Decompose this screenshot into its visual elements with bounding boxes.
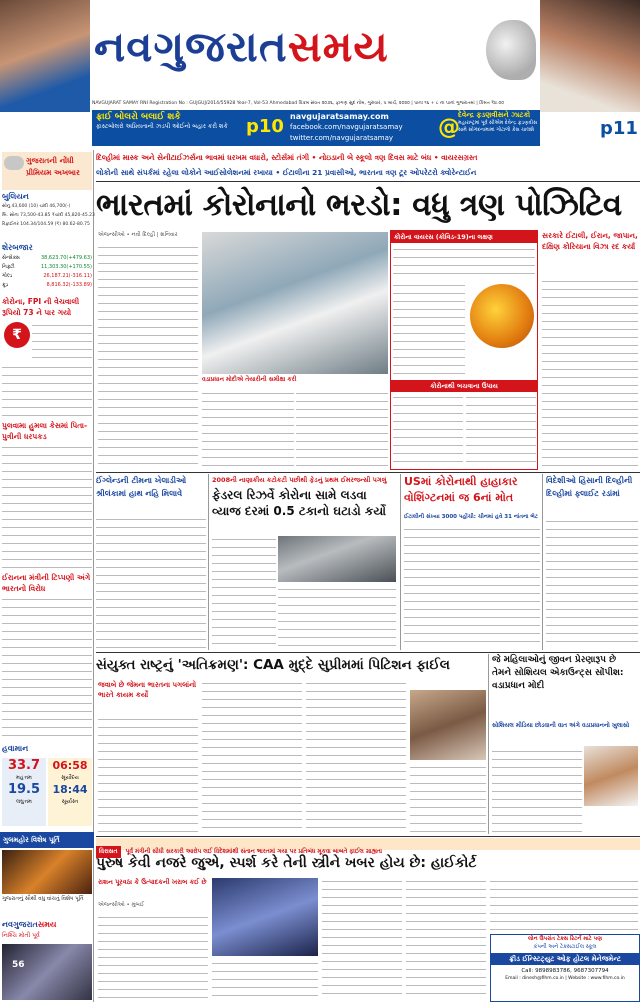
virus-icon: [470, 284, 534, 348]
market-row: નિફ્ટી 11,303.30(+170.55): [2, 264, 92, 270]
corona-symptoms-text-2: [393, 282, 465, 378]
bullion-section: [2, 192, 95, 242]
hc-text-col3: [322, 878, 402, 1000]
lead-byline: એજન્સીઓ • નવી દિલ્હી | શનિવાર: [98, 232, 178, 238]
corona-prevention-text: [393, 394, 463, 468]
market-row: ક્રૂડ 8,816.32(-133.89): [2, 282, 92, 288]
sidebar-gujarat-box: [2, 152, 92, 190]
masthead-photo-left: [0, 0, 90, 112]
bullion-title: બુલિયન: [2, 192, 29, 201]
un-photo: [410, 690, 486, 760]
bullion-row: રિફાઈનર 104.34/104.59 (₹) 80.62-80.75: [2, 222, 90, 227]
main-headline[interactable]: ભારતમાં કોરોનાનો ભરડો: વધુ ત્રણ પોઝિટિવ: [96, 187, 622, 223]
delhi-text: [546, 518, 638, 648]
lead-photo: [202, 232, 388, 374]
hc-text-col2: [212, 960, 318, 1000]
page-number: 56: [12, 960, 25, 970]
supplement-title[interactable]: ગુલમહોર વિશેષ પૂર્તિ: [0, 832, 94, 848]
banner-right[interactable]: [458, 111, 540, 145]
iran-story-text: [2, 596, 92, 740]
corona-rupee-title[interactable]: કોરોના, FPI ની વેચવાલી રૂપિયો 73 ને પાર ગયો: [2, 297, 80, 317]
weather-min-label: લઘુત્તમ: [16, 799, 32, 805]
masthead-title-part1: નવગુજરાત: [94, 22, 288, 71]
un-text-col4: [410, 764, 486, 832]
us-kicker: ઈટાલીની સંખ્યા 3000 પહોંચી: ચીનમાં હવે 31 નાંતના ભેટ: [404, 514, 538, 520]
fed-text-col1: [212, 536, 276, 648]
heritage-label: વિરાસત: [96, 846, 121, 858]
hc-bullet: રાશન પૂરવઠા કે ઉત્પાદકની ખરાબ કઈ છે: [98, 878, 207, 886]
banner-left-text: ફાસ્ટબોલરો અપ્રિયતાની ઝડપી ઓઈનો બહાર કરી શકે: [96, 123, 228, 130]
lion-logo-icon: [486, 20, 536, 80]
banner-left-page[interactable]: p10: [246, 116, 284, 137]
ad-title: ફ્રીડ ઈન્સ્ટિટ્યુટ ઓફ હોટલ મેનેજમેન્ટ: [491, 953, 639, 965]
corona-box-title[interactable]: કોરોના વાયરસ (કોવિડ-19)ના લક્ષણ: [391, 231, 537, 243]
banner-left-title: ફ્રાઈ બોલરો બલાઈ શકે: [96, 112, 181, 122]
iran-title[interactable]: ઈરાનના મંત્રીની ટિપ્પણી અંગે ભારતનો વિરોધ: [2, 573, 91, 593]
hc-illustration: [212, 878, 318, 956]
un-text-col2: [202, 680, 302, 832]
weather-title: હવામાન: [2, 744, 29, 753]
weather-max-label: મહત્તમ: [16, 775, 32, 781]
masthead-title: [94, 22, 444, 82]
gujarat-title: ગુજરાતની નોંધી: [26, 156, 74, 165]
sunset-label: સૂર્યાસ્ત: [61, 799, 79, 805]
hc-byline: એજન્સીઓ • મુંબઈ: [98, 902, 145, 908]
un-text-col3: [306, 680, 406, 832]
rupee-story-text-2: [2, 364, 92, 416]
ad-box[interactable]: [490, 934, 640, 1002]
pulwama-title[interactable]: પુલવામા હુમલા કેસમાં પિતા-પુત્રીની ધરપકડ: [2, 421, 88, 441]
top-strip-line1: દિલ્હીમાં માસ્ક અને સેનીટાઈઝર્સના ભાવમાં ધરખમ વધારો, સ્ટોર્સમાં તંગી • નોઇડાની બે સ્કૂલો ત્રણ દિવસ માટે બંધ • વાયરસગ્રસ્ત: [96, 153, 478, 162]
sunset-time: 18:44: [52, 783, 88, 796]
sunrise-label: સૂર્યોદય: [61, 775, 79, 781]
hc-title[interactable]: પુરુષ કેવી નજરે જુએ, સ્પર્શ કરે તેની સ્ત્રીને ખબર હોય છે: હાઈકોર્ટ: [96, 855, 477, 871]
hc-text-col1: [98, 914, 208, 1000]
fed-text-col2: [278, 586, 396, 648]
top-strip-line2: લોકોની સાથે સંપર્કમાં રહેલા લોકોને આઈસોલેશનમાં રખાયા • ઈટાલીના 21 પ્રવાસીઓ, ભારતના ત્રણ ટૂર ઓપરેટરો ક્વોરેન્ટાઈન: [96, 168, 477, 177]
rupee-icon: ₹: [4, 322, 30, 348]
supplement-text: ગુજરાતનું સૌથી વધુ વાંચતું વિશેષ પૂર્તિ: [2, 896, 84, 902]
lead-photo-caption: વડાપ્રધાન મોદીએ તૈયારીની સમીક્ષા કરી: [202, 376, 297, 383]
lead-text-col2: [202, 390, 294, 470]
market-title: શેરબજાર: [2, 243, 33, 252]
weather-section: [2, 744, 92, 828]
bullion-row: બિ. સોના 73,500-43.85 ₹ચાંદી 45,820-45.23: [2, 213, 95, 218]
ad-line2: કંપની અને ટેક્સટાઈલ સ્કૂલ: [533, 944, 597, 950]
hc-text-col5: [490, 878, 638, 932]
facebook-link[interactable]: facebook.com/navgujaratsamay: [290, 123, 403, 131]
supplement-image: [2, 850, 92, 894]
cricket-text: [96, 516, 206, 648]
gujarat-sub: પ્રીમિયમ અખબાર: [26, 168, 80, 177]
ad-site: Email : dinesh@fihm.co.in | Website : www.fihm.co.in: [505, 976, 625, 981]
un-title[interactable]: સંયુક્ત રાષ્ટ્રનું 'અતિક્રમણ': CAA મુદ્દે સુપ્રીમમાં પિટિશન ફાઈલ: [96, 657, 450, 673]
cloud-icon: [4, 156, 24, 170]
small-logo: નવગુજરાતસમય: [2, 920, 57, 929]
heritage-strip: [96, 838, 640, 855]
masthead-info-line: NAVGUJARAT SAMAY RNI Registration No : GUJGUJ/2014/55928 Year-7, Vol-53 Ahmedabad વિક્રમ સંવત ૨૦૭૬, ફાગણ સુદ નોમ, ગુરુવાર, ૫ માર્ચ, ૨૦૨૦ | પાના ૧૬ + ૮ ના પાનાં ગુજરાતમાં | કિંમત ₹૪.૦૦: [92, 101, 504, 106]
visa-text: [542, 278, 638, 470]
cricket-title[interactable]: ઈંગ્લેન્ડની ટીમના ખેલાડીઓ શ્રીલંકામાં હાથ નહિ મિલાવે: [96, 476, 187, 498]
pm-sub: સોશિયલ મીડિયા છોડવાની વાત અંગે વડાપ્રધાનનો ખુલાસો: [492, 722, 630, 729]
pm-photo: [584, 746, 638, 806]
pm-text: [492, 748, 582, 832]
delhi-title[interactable]: વિદેશીઓ હિંસાની દિલ્હીની દિલ્હીમાં ફ્લાઈટ રડાંમાં: [546, 476, 633, 498]
visa-title[interactable]: સરકારે ઈટાલી, ઈરાન, જાપાન, દક્ષિણ કોરિયાના વિઝા રદ કર્યા: [542, 231, 638, 251]
banner-right-page[interactable]: p11: [600, 118, 638, 139]
lead-text-col1: [98, 244, 198, 470]
lead-text-col3: [296, 390, 388, 470]
website-link[interactable]: navgujaratsamay.com: [290, 112, 389, 121]
hc-text-col4: [406, 878, 486, 1000]
fed-title[interactable]: ફેડરલ રિઝર્વે કોરોના સામે લડવા વ્યાજ દરમાં 0.5 ટકાનો ઘટાડો કર્યો: [212, 488, 387, 518]
banner-right-text: મહારાષ્ટ્રમાં પૂર્વ સીએમ દેવેન્દ્ર ફડણવીસ સામે સોગંદનામામાં ગોટાળો કેસ ચાલશે: [458, 120, 538, 133]
rupee-story-text: [32, 322, 92, 362]
corona-prevention-title[interactable]: કોરોનાથી બચવાના ઉપાય: [391, 380, 537, 392]
weather-max: 33.7: [7, 758, 41, 773]
sunrise-time: 06:58: [52, 759, 88, 772]
un-quote: જવાબે છે જેમના ભારતના પગલાંનો ભારતે કાયમ કર્યો: [98, 681, 197, 699]
us-text: [404, 526, 540, 648]
corona-symptoms-text: [393, 246, 535, 280]
masthead-title-part2: સમય: [287, 22, 389, 71]
at-sign-icon: @: [438, 115, 460, 140]
twitter-link[interactable]: twitter.com/navgujaratsamay: [290, 134, 394, 142]
pulwama-story-text: [2, 444, 92, 568]
banner-left[interactable]: [96, 111, 246, 145]
fed-photo: [278, 536, 396, 582]
top-strip: [96, 150, 640, 180]
us-title[interactable]: USમાં કોરોનાથી હાહાકાર વોશિંગ્ટનમાં જ 6નાં મોત: [404, 475, 518, 504]
heritage-text: પૂર્વ મંત્રીની સીધી સરકારી આરોપ લઈ વિદેશમાંથી સંતાન ભારતમાં ગયા પર પ્રતિબંધ મૂકવા બાબતે ફાઈલ ગ્રાહ્યતા: [125, 849, 383, 855]
market-row: સેન્સેક્સ 38,623.70(+479.63): [2, 255, 92, 261]
masthead-photo-right: [540, 0, 640, 112]
un-text-col1: [98, 716, 198, 832]
ad-contact: Call: 9898983786, 9687307794: [521, 968, 609, 974]
corona-prevention-text-2: [466, 394, 536, 468]
banner-right-title: દેવેન્દ્ર ફડણવીસને ઝાટકો: [458, 111, 531, 119]
weather-min: 19.5: [7, 782, 41, 797]
market-section: [2, 243, 92, 295]
bullion-row: સોનુ 43,600 (10) ચાંદી 46,700(-): [2, 204, 71, 209]
market-row: ગોલ્ડ 26,187.21(-316.11): [2, 273, 92, 279]
pm-title[interactable]: જે મહિલાઓનું જીવન પ્રેરણારૂપ છે તેમને સોશિયલ એકાઉન્ટ્સ સોંપીશ: વડાપ્રધાન મોદી: [492, 655, 624, 691]
fed-kicker: 2008ની નાણાકીય કટોકટી પછીથી ફેડનું પ્રથમ ઈમરજન્સી પગલું: [212, 476, 387, 484]
banner-social: [290, 111, 440, 145]
small-logo-sub: નિશ્ચિ મોતી પૂર્વ: [2, 932, 40, 939]
ad-line1: લોન ઉપરાંત ટેક્સ રિટર્ન માટે પણ: [527, 936, 603, 942]
